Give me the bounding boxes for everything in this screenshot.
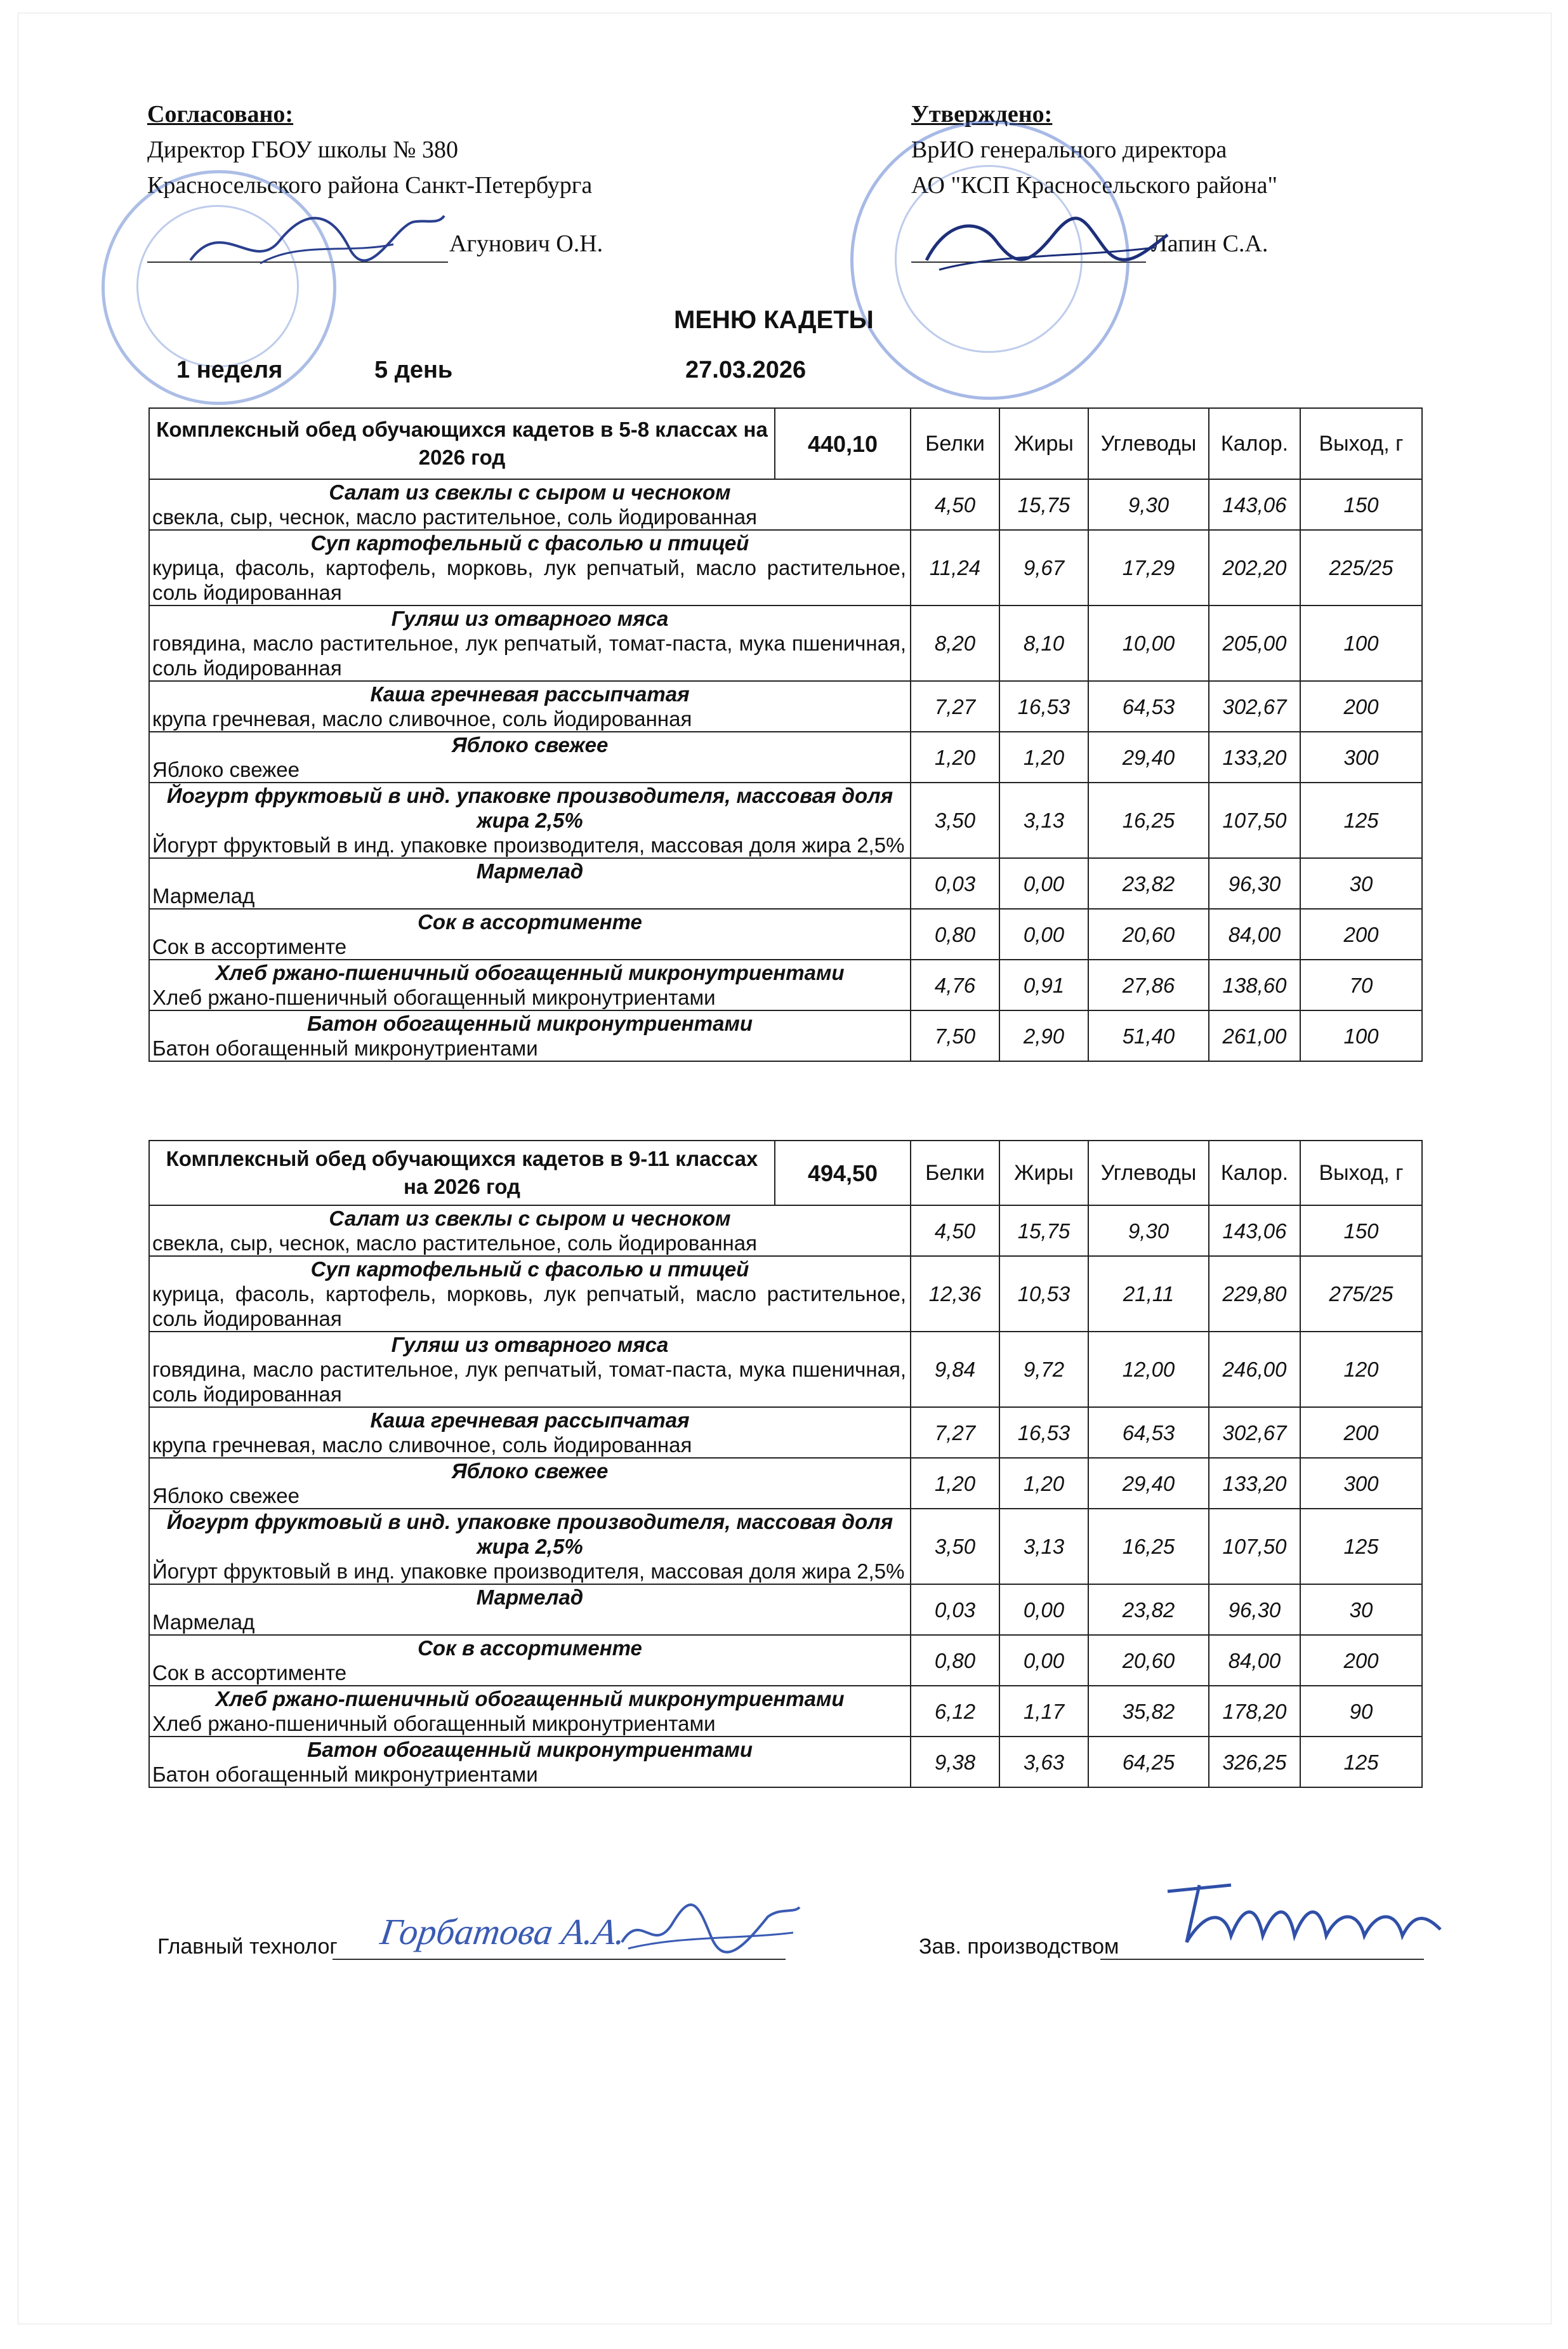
fats-value: 2,90 [999,1010,1088,1061]
approval-left-signer: Агунович О.Н. [449,230,603,257]
carbs-value: 21,11 [1088,1256,1209,1332]
dish-name: Батон обогащенный микронутриентами [306,1738,753,1761]
yield-value: 30 [1300,858,1422,909]
fats-value: 0,00 [999,858,1088,909]
fats-value: 16,53 [999,1407,1088,1458]
dish-name: Суп картофельный с фасолью и птицей [310,531,749,555]
carbs-value: 29,40 [1088,732,1209,783]
proteins-value: 1,20 [911,732,999,783]
carbs-value: 16,25 [1088,1509,1209,1584]
fats-value: 16,53 [999,681,1088,732]
proteins-value: 7,50 [911,1010,999,1061]
proteins-value: 7,27 [911,681,999,732]
col-calories: Калор. [1209,1141,1300,1205]
dish-composition: Мармелад [152,1610,255,1634]
yield-value: 90 [1300,1686,1422,1737]
menu-row [149,1584,1422,1635]
dish-composition: Сок в ассортименте [152,1661,347,1684]
menu-row [149,732,1422,783]
table-header-row [149,1141,1422,1205]
carbs-value: 29,40 [1088,1458,1209,1509]
proteins-value: 3,50 [911,1509,999,1584]
fats-value: 15,75 [999,479,1088,530]
carbs-value: 9,30 [1088,479,1209,530]
approval-right-title: Утверждено: [911,101,1053,128]
dish-name: Сок в ассортименте [418,1636,642,1660]
yield-value: 275/25 [1300,1256,1422,1332]
yield-value: 100 [1300,605,1422,681]
table-title: Комплексный обед обучающихся кадетов в 5-8 классах на 2026 год [149,408,775,479]
menu-row [149,1407,1422,1458]
dish-name: Салат из свеклы с сыром и чесноком [329,1207,731,1230]
fats-value: 0,00 [999,1635,1088,1686]
table-title: Комплексный обед обучающихся кадетов в 9-11 классах на 2026 год [149,1141,775,1205]
dish-composition: Мармелад [152,884,255,908]
menu-row [149,783,1422,858]
proteins-value: 0,03 [911,858,999,909]
menu-row [149,909,1422,960]
col-calories: Калор. [1209,408,1300,479]
yield-value: 225/25 [1300,530,1422,605]
proteins-value: 3,50 [911,783,999,858]
table-header-row [149,408,1422,479]
menu-row [149,1458,1422,1509]
approval-left-line1: Директор ГБОУ школы № 380 [147,136,458,163]
dish-name: Йогурт фруктовый в инд. упаковке производителя, массовая доля жира 2,5% [166,784,893,832]
table-price: 440,10 [775,408,911,479]
chief-technologist-name: Горбатова А.А. [378,1911,628,1952]
carbs-value: 64,25 [1088,1737,1209,1787]
dish-composition: курица, фасоль, картофель, морковь, лук репчатый, масло растительное, соль йодированная [152,1282,906,1330]
dish-cell [149,479,911,530]
dish-name: Сок в ассортименте [418,910,642,934]
menu-row [149,681,1422,732]
dish-composition: Йогурт фруктовый в инд. упаковке производителя, массовая доля жира 2,5% [152,833,905,857]
dish-name: Суп картофельный с фасолью и птицей [310,1257,749,1281]
fats-value: 0,00 [999,1584,1088,1635]
proteins-value: 12,36 [911,1256,999,1332]
calories-value: 261,00 [1209,1010,1300,1061]
dish-cell [149,681,911,732]
approval-right-signer: Лапин С.А. [1151,230,1268,257]
fats-value: 3,63 [999,1737,1088,1787]
fats-value: 1,17 [999,1686,1088,1737]
dish-name: Салат из свеклы с сыром и чесноком [329,480,731,504]
calories-value: 202,20 [1209,530,1300,605]
menu-row [149,1509,1422,1584]
menu-row [149,1635,1422,1686]
proteins-value: 8,20 [911,605,999,681]
dish-name: Гуляш из отварного мяса [391,1333,669,1356]
col-yield: Выход, г [1300,1141,1422,1205]
calories-value: 138,60 [1209,960,1300,1010]
dish-cell [149,732,911,783]
yield-value: 125 [1300,783,1422,858]
proteins-value: 9,84 [911,1332,999,1407]
col-fats: Жиры [999,1141,1088,1205]
dish-cell [149,605,911,681]
dish-composition: Хлеб ржано-пшеничный обогащенный микронутриентами [152,1712,716,1735]
carbs-value: 9,30 [1088,1205,1209,1256]
carbs-value: 16,25 [1088,783,1209,858]
approval-left-title: Согласовано: [147,101,294,128]
proteins-value: 0,03 [911,1584,999,1635]
fats-value: 8,10 [999,605,1088,681]
yield-value: 300 [1300,732,1422,783]
col-yield: Выход, г [1300,408,1422,479]
proteins-value: 6,12 [911,1686,999,1737]
fats-value: 0,00 [999,909,1088,960]
dish-cell [149,530,911,605]
carbs-value: 20,60 [1088,1635,1209,1686]
dish-cell [149,1458,911,1509]
dish-cell [149,1686,911,1737]
yield-value: 120 [1300,1332,1422,1407]
proteins-value: 1,20 [911,1458,999,1509]
menu-row [149,1205,1422,1256]
dish-name: Мармелад [476,1585,584,1609]
proteins-value: 0,80 [911,909,999,960]
carbs-value: 23,82 [1088,858,1209,909]
dish-composition: говядина, масло растительное, лук репчатый, томат-паста, мука пшеничная, соль йодированная [152,1358,906,1406]
dish-name: Батон обогащенный микронутриентами [306,1012,753,1035]
dish-composition: курица, фасоль, картофель, морковь, лук репчатый, масло растительное, соль йодированная [152,556,906,604]
yield-value: 200 [1300,681,1422,732]
dish-composition: Батон обогащенный микронутриентами [152,1763,538,1786]
dish-cell [149,783,911,858]
carbs-value: 23,82 [1088,1584,1209,1635]
menu-date: 27.03.2026 [685,357,807,383]
menu-row [149,1010,1422,1061]
fats-value: 1,20 [999,1458,1088,1509]
proteins-value: 4,50 [911,1205,999,1256]
dish-name: Яблоко свежее [451,1459,609,1483]
menu-row [149,605,1422,681]
dish-cell [149,1205,911,1256]
col-proteins: Белки [911,408,999,479]
yield-value: 150 [1300,479,1422,530]
menu-row [149,1686,1422,1737]
dish-name: Каша гречневая рассыпчатая [370,682,690,706]
menu-row [149,479,1422,530]
dish-name: Йогурт фруктовый в инд. упаковке производителя, массовая доля жира 2,5% [166,1510,893,1558]
calories-value: 302,67 [1209,681,1300,732]
right-signature-icon [920,209,1174,279]
carbs-value: 20,60 [1088,909,1209,960]
production-head-signature-icon [1155,1872,1447,1961]
proteins-value: 9,38 [911,1737,999,1787]
dish-name: Мармелад [476,859,584,883]
proteins-value: 0,80 [911,1635,999,1686]
carbs-value: 12,00 [1088,1332,1209,1407]
approval-left-line2: Красносельского района Санкт-Петербурга [147,172,593,199]
yield-value: 30 [1300,1584,1422,1635]
calories-value: 143,06 [1209,1205,1300,1256]
dish-composition: Яблоко свежее [152,758,300,781]
dish-name: Яблоко свежее [451,733,609,757]
calories-value: 96,30 [1209,1584,1300,1635]
carbs-value: 17,29 [1088,530,1209,605]
fats-value: 9,72 [999,1332,1088,1407]
proteins-value: 4,50 [911,479,999,530]
carbs-value: 35,82 [1088,1686,1209,1737]
menu-row [149,858,1422,909]
calories-value: 96,30 [1209,858,1300,909]
calories-value: 229,80 [1209,1256,1300,1332]
calories-value: 84,00 [1209,1635,1300,1686]
dish-cell [149,1256,911,1332]
fats-value: 3,13 [999,783,1088,858]
col-carbs: Углеводы [1088,408,1209,479]
calories-value: 205,00 [1209,605,1300,681]
dish-composition: Хлеб ржано-пшеничный обогащенный микронутриентами [152,986,716,1009]
dish-name: Хлеб ржано-пшеничный обогащенный микронутриентами [215,1687,845,1710]
carbs-value: 64,53 [1088,1407,1209,1458]
fats-value: 3,13 [999,1509,1088,1584]
fats-value: 15,75 [999,1205,1088,1256]
dish-cell [149,1737,911,1787]
technologist-signature-icon [616,1898,806,1961]
menu-day: 5 день [374,357,453,383]
yield-value: 150 [1300,1205,1422,1256]
carbs-value: 10,00 [1088,605,1209,681]
approval-right-line1: ВрИО генерального директора [911,136,1227,163]
menu-table-grades-5-8 [148,407,1423,1062]
table-price: 494,50 [775,1141,911,1205]
dish-name: Гуляш из отварного мяса [391,607,669,630]
proteins-value: 4,76 [911,960,999,1010]
dish-cell [149,960,911,1010]
dish-cell [149,1332,911,1407]
dish-cell [149,1407,911,1458]
dish-composition: Сок в ассортименте [152,935,347,958]
production-head-label: Зав. производством [919,1935,1119,1959]
menu-title: МЕНЮ КАДЕТЫ [674,306,874,334]
yield-value: 200 [1300,1635,1422,1686]
calories-value: 133,20 [1209,1458,1300,1509]
calories-value: 178,20 [1209,1686,1300,1737]
menu-row [149,1256,1422,1332]
calories-value: 302,67 [1209,1407,1300,1458]
calories-value: 107,50 [1209,1509,1300,1584]
menu-row [149,960,1422,1010]
proteins-value: 7,27 [911,1407,999,1458]
approval-right-line2: АО "КСП Красносельского района" [911,172,1277,199]
fats-value: 1,20 [999,732,1088,783]
fats-value: 0,91 [999,960,1088,1010]
calories-value: 107,50 [1209,783,1300,858]
dish-composition: свекла, сыр, чеснок, масло растительное, соль йодированная [152,1231,757,1255]
menu-row [149,530,1422,605]
col-proteins: Белки [911,1141,999,1205]
calories-value: 326,25 [1209,1737,1300,1787]
col-fats: Жиры [999,408,1088,479]
fats-value: 9,67 [999,530,1088,605]
yield-value: 125 [1300,1509,1422,1584]
dish-composition: свекла, сыр, чеснок, масло растительное, соль йодированная [152,505,757,529]
dish-cell [149,1010,911,1061]
yield-value: 200 [1300,1407,1422,1458]
menu-table-grades-9-11 [148,1140,1423,1788]
yield-value: 200 [1300,909,1422,960]
yield-value: 300 [1300,1458,1422,1509]
calories-value: 84,00 [1209,909,1300,960]
proteins-value: 11,24 [911,530,999,605]
calories-value: 246,00 [1209,1332,1300,1407]
dish-cell [149,909,911,960]
dish-cell [149,1635,911,1686]
carbs-value: 27,86 [1088,960,1209,1010]
menu-row [149,1737,1422,1787]
yield-value: 125 [1300,1737,1422,1787]
dish-cell [149,1584,911,1635]
menu-week: 1 неделя [176,357,283,383]
carbs-value: 51,40 [1088,1010,1209,1061]
yield-value: 100 [1300,1010,1422,1061]
left-signature-icon [184,203,451,279]
dish-name: Каша гречневая рассыпчатая [370,1408,690,1432]
yield-value: 70 [1300,960,1422,1010]
fats-value: 10,53 [999,1256,1088,1332]
dish-composition: Яблоко свежее [152,1484,300,1507]
dish-name: Хлеб ржано-пшеничный обогащенный микронутриентами [215,961,845,984]
dish-composition: крупа гречневая, масло сливочное, соль йодированная [152,1433,692,1457]
calories-value: 133,20 [1209,732,1300,783]
col-carbs: Углеводы [1088,1141,1209,1205]
calories-value: 143,06 [1209,479,1300,530]
dish-composition: крупа гречневая, масло сливочное, соль йодированная [152,707,692,731]
menu-row [149,1332,1422,1407]
dish-cell [149,858,911,909]
dish-cell [149,1509,911,1584]
dish-composition: Йогурт фруктовый в инд. упаковке производителя, массовая доля жира 2,5% [152,1559,905,1583]
carbs-value: 64,53 [1088,681,1209,732]
chief-technologist-label: Главный технолог [157,1935,338,1959]
dish-composition: Батон обогащенный микронутриентами [152,1036,538,1060]
dish-composition: говядина, масло растительное, лук репчатый, томат-паста, мука пшеничная, соль йодированная [152,632,906,680]
